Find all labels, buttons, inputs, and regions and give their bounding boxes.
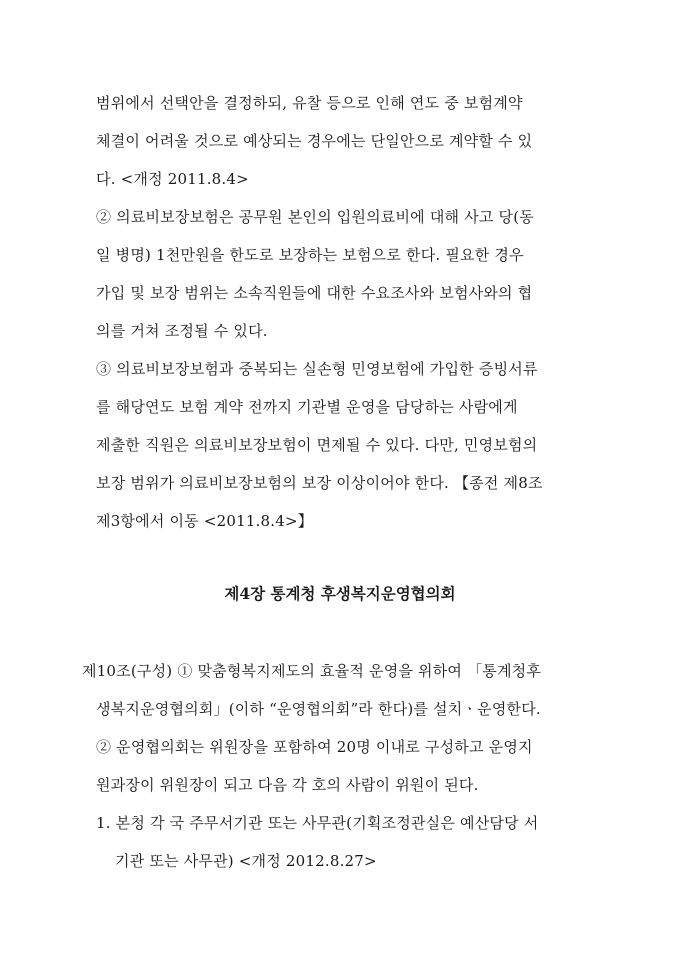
text-line: 를 해당연도 보험 계약 전까지 기관별 운영을 담당하는 사람에게 [96,398,518,416]
text-line: 원과장이 위원장이 되고 다음 각 호의 사람이 위원이 된다. [96,776,479,794]
text-line: 의를 거쳐 조정될 수 있다. [96,322,268,340]
text-line: 기관 또는 사무관) <개정 2012.8.27> [115,852,377,870]
list-item: 1. 본청 각 국 주무서기관 또는 사무관(기획조정관실은 예산담당 서 [96,814,539,832]
text-line: ② 의료비보장보험은 공무원 본인의 입원의료비에 대해 사고 당(동 [96,208,534,226]
chapter-heading: 제4장 통계청 후생복지운영협의회 [224,584,456,603]
text-line: ③ 의료비보장보험과 중복되는 실손형 민영보험에 가입한 증빙서류 [96,360,538,378]
article-line: 제10조(구성) ① 맞춤형복지제도의 효율적 운영을 위하여 「통계청후 [82,662,542,680]
text-line: 제출한 직원은 의료비보장보험이 면제될 수 있다. 다만, 민영보험의 [96,436,538,454]
text-line: 가입 및 보장 범위는 소속직원들에 대한 수요조사와 보험사와의 협 [96,284,533,302]
text-line: 체결이 어려울 것으로 예상되는 경우에는 단일안으로 계약할 수 있 [96,132,533,150]
text-line: 생복지운영협의회」(이하 “운영협의회”라 한다)를 설치ㆍ운영한다. [96,700,541,718]
text-line: 일 병명) 1천만원을 한도로 보장하는 보험으로 한다. 필요한 경우 [96,246,524,264]
text-line: 제3항에서 이동 <2011.8.4>】 [96,512,313,530]
text-line: ② 운영협의회는 위원장을 포함하여 20명 이내로 구성하고 운영지 [96,738,533,756]
text-line: 보장 범위가 의료비보장보험의 보장 이상이어야 한다. 【종전 제8조 [96,474,543,492]
text-line: 다. <개정 2011.8.4> [96,170,249,188]
text-line: 범위에서 선택안을 결정하되, 유찰 등으로 인해 연도 중 보험계약 [96,94,523,112]
